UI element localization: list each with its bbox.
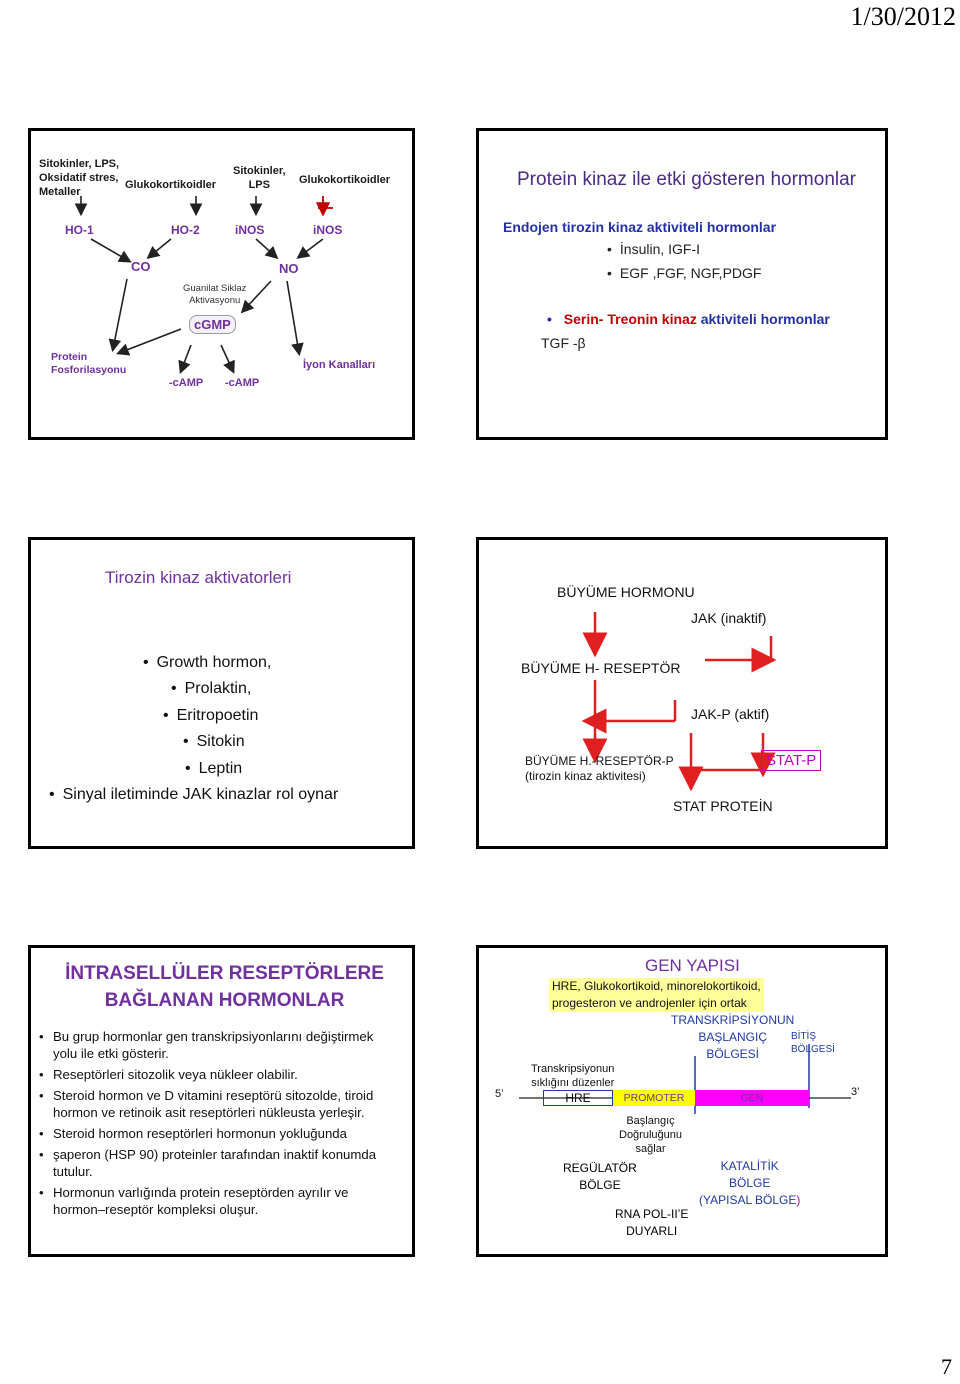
buyume-receptor-label: BÜYÜME H- RESEPTÖR bbox=[521, 660, 681, 676]
source-sitokinler-lps-2: Sitokinler, LPS bbox=[233, 165, 286, 191]
hre-note-line-2: progesteron ve androjenler için ortak bbox=[552, 996, 747, 1010]
slide-2-protein-kinaz bbox=[476, 128, 888, 440]
endojen-tirozin-line: Endojen tirozin kinaz aktiviteli hormonlar bbox=[503, 219, 777, 235]
ho-1-label: HO-1 bbox=[65, 223, 94, 237]
jak-p-aktif-label: JAK-P (aktif) bbox=[691, 706, 770, 722]
camp-label-1: -cAMP bbox=[169, 377, 204, 389]
regulator-bolge-label: REGÜLATÖR BÖLGE bbox=[563, 1161, 637, 1192]
no-label: NO bbox=[279, 261, 299, 276]
hre-note bbox=[549, 978, 764, 1012]
stat-protein-label: STAT PROTEİN bbox=[673, 798, 773, 814]
serin-treonin-line bbox=[547, 311, 830, 327]
rna-pol-label: RNA POL-II’E DUYARLI bbox=[615, 1207, 689, 1238]
katalitik-bolge-label: KATALİTİK BÖLGE (YAPISAL BÖLGE) bbox=[699, 1159, 801, 1207]
slide-3-tirozin-kinaz-aktivatorleri bbox=[28, 537, 415, 849]
slide-5-item: • Steroid hormon reseptörleri hormonun yokluğunda bbox=[39, 1125, 399, 1142]
buyume-hormonu-label: BÜYÜME HORMONU bbox=[557, 584, 695, 600]
bitis-bolgesi-label: BİTİŞ BÖLGESİ bbox=[791, 1031, 835, 1055]
slide-5-title-line-1: İNTRASELLÜLER RESEPTÖRLERE bbox=[65, 963, 384, 984]
slide-5-item: • Bu grup hormonlar gen transkripsiyonlarını değiştirmek yolu ile etki gösterir. bbox=[39, 1028, 399, 1062]
item-sitokin bbox=[183, 733, 245, 751]
baslangic-dogrulugu-label: Başlangıç Doğruluğunu sağlar bbox=[619, 1115, 682, 1155]
item-sitokin-text: Sitokin bbox=[196, 733, 245, 750]
slide-5-item: • Steroid hormon ve D vitamini reseptörü sitozolde, tiroid hormon ve retinoik asit reseptörleri nükleusta yerleşir. bbox=[39, 1087, 399, 1121]
ho-2-label: HO-2 bbox=[171, 223, 200, 237]
inos-label-1: iNOS bbox=[235, 223, 265, 237]
hre-box bbox=[543, 1090, 613, 1106]
protein-fosforilasyonu-label: Protein Fosforilasyonu bbox=[51, 351, 127, 376]
item-sinyal-iletiminde-text: Sinyal iletiminde JAK kinazlar rol oynar bbox=[62, 786, 339, 803]
insulin-line bbox=[607, 241, 700, 257]
item-leptin-text: Leptin bbox=[198, 760, 243, 777]
egf-line bbox=[607, 265, 761, 281]
slide-6-gen-yapisi bbox=[476, 945, 888, 1257]
buyume-receptor-p-label: BÜYÜME H.-RESEPTÖR-P (tirozin kinaz aktivitesi) bbox=[525, 754, 674, 783]
slide-5-bullet-list bbox=[39, 1028, 399, 1222]
item-leptin bbox=[185, 760, 242, 778]
slide-1-no-cascade bbox=[28, 128, 415, 440]
stat-p-box: STAT-P bbox=[761, 750, 821, 771]
item-growth-hormon-text: Growth hormon, bbox=[156, 654, 272, 671]
slide-5-item: • Reseptörleri sitozolik veya nükleer olabilir. bbox=[39, 1066, 399, 1083]
slide-2-title: Protein kinaz ile etki gösteren hormonlar bbox=[517, 169, 857, 190]
insulin-text: İnsulin, IGF-I bbox=[619, 241, 701, 257]
aktiviteli-hormonlar-text: aktiviteli hormonlar bbox=[696, 311, 830, 327]
source-glukokortikoidler-2: Glukokortikoidler bbox=[299, 174, 391, 186]
camp-label-2: -cAMP bbox=[225, 377, 260, 389]
promoter-box: PROMOTER bbox=[613, 1090, 695, 1106]
co-label: CO bbox=[131, 259, 151, 274]
transkripsiyon-baslangic-label: TRANSKRİPSİYONUN BAŞLANGIÇ BÖLGESİ bbox=[671, 1013, 795, 1061]
tgf-beta-line: TGF -β bbox=[541, 335, 586, 351]
slide-5-intrasellular bbox=[28, 945, 415, 1257]
guanilat-siklaz-label: Guanilat Siklaz Aktivasyonu bbox=[183, 283, 247, 306]
page-number: 7 bbox=[941, 1354, 952, 1379]
item-eritropoetin bbox=[163, 707, 258, 725]
slide-3-title: Tirozin kinaz aktivatorleri bbox=[105, 568, 292, 587]
cgmp-label: cGMP bbox=[189, 315, 236, 334]
serin-treonin-text: Serin- Treonin kinaz bbox=[563, 311, 697, 327]
transkripsiyonun-siklik-label: Transkripsiyonun sıklığını düzenler bbox=[531, 1063, 615, 1089]
gen-box: GEN bbox=[695, 1090, 809, 1106]
slide-5-item: • şaperon (HSP 90) proteinler tarafından inaktif konumda tutulur. bbox=[39, 1146, 399, 1180]
slide-5-title bbox=[31, 960, 418, 1014]
inos-label-2: iNOS bbox=[313, 223, 343, 237]
item-eritropoetin-text: Eritropoetin bbox=[176, 707, 259, 724]
slide-4-buyume-hormonu bbox=[476, 537, 888, 849]
item-prolaktin bbox=[171, 680, 251, 698]
three-prime-label: 3’ bbox=[851, 1086, 860, 1098]
jak-inaktif-label: JAK (inaktif) bbox=[691, 610, 767, 626]
slide-5-title-line-2: BAĞLANAN HORMONLAR bbox=[104, 990, 345, 1011]
source-glukokortikoidler-1: Glukokortikoidler bbox=[125, 179, 217, 191]
five-prime-label: 5’ bbox=[495, 1088, 504, 1100]
slide-5-item: • Hormonun varlığında protein reseptörden ayrılır ve hormon–reseptör kompleksi oluşur. bbox=[39, 1184, 399, 1218]
item-growth-hormon bbox=[143, 654, 271, 672]
iyon-kanallari-label: İyon Kanalları bbox=[303, 359, 376, 371]
egf-text: EGF ,FGF, NGF,PDGF bbox=[619, 265, 762, 281]
header-date: 1/30/2012 bbox=[850, 2, 956, 31]
gen-yapisi-title: GEN YAPISI bbox=[645, 956, 740, 975]
hre-note-line-1: HRE, Glukokortikoid, minorelokortikoid, bbox=[552, 979, 761, 993]
hre-text: HRE bbox=[565, 1091, 591, 1105]
source-sitokinler-lps: Sitokinler, LPS, Oksidatif stres, Metaller bbox=[39, 158, 120, 198]
item-sinyal-iletiminde bbox=[49, 786, 338, 804]
item-prolaktin-text: Prolaktin, bbox=[184, 680, 252, 697]
